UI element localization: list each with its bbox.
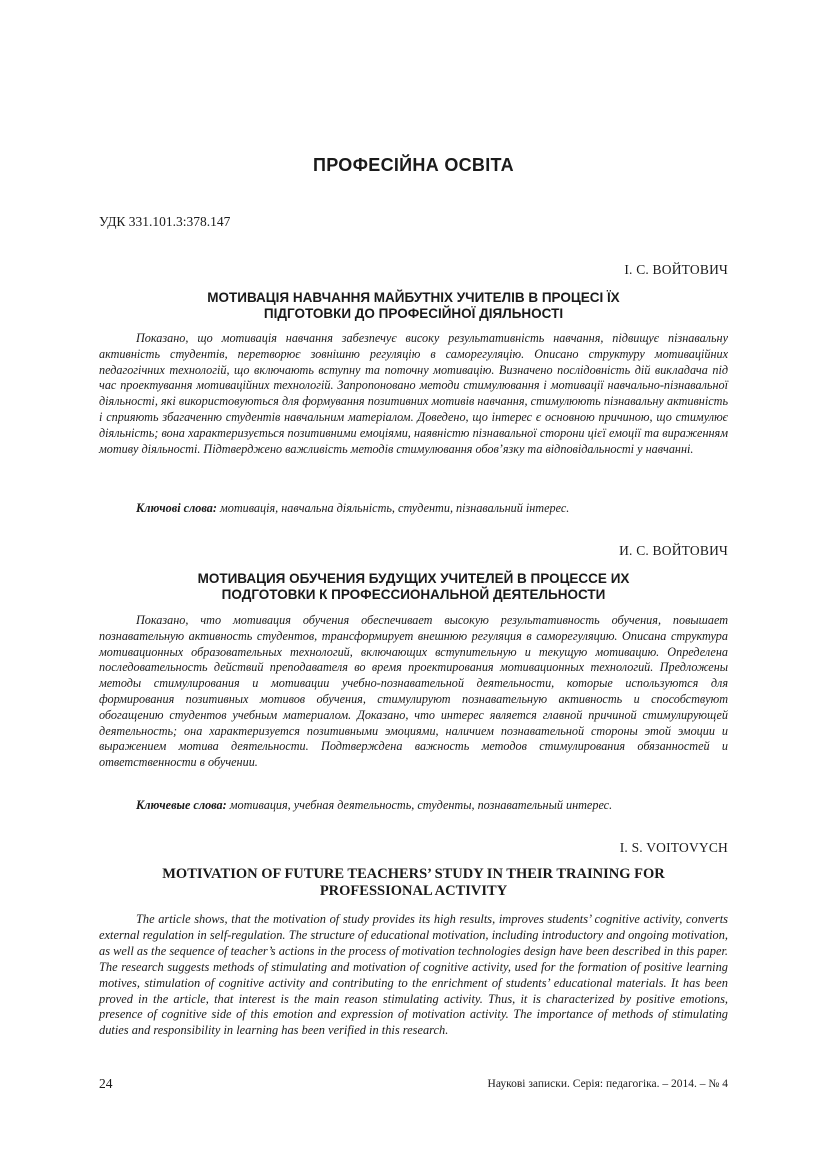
article-title-russian [99,571,728,603]
article-title-line: ПОДГОТОВКИ К ПРОФЕССИОНАЛЬНОЙ ДЕЯТЕЛЬНОСТИ [221,587,606,602]
abstract-ukrainian: Показано, що мотивація навчання забезпечує високу результативність навчання, підвищує пізнавальну активність студентів, перетворює зовнішню регуляцію в саморегуляцію. Описано структуру мотиваційних педагогічних технологій, що включають вступну та поточну мотивацію. Визначено послідовність дій викладача під час проектування мотиваційних технологій. Запропоновано методи стимулювання і мотивації навчально-пізнавальної діяльності, які використовуються для формування позитивних мотивів навчання, стимулюють пізнавальну активність і сприяють збагаченню студентів навчальним матеріалом. Доведено, що інтерес є основною причиною, що стимулює діяльність; вона характеризується позитивними емоціями, наявністю пізнавальної сторони цієї емоції та вираженням мотиву діяльності. Підтверджено важливість методів стимулювання обов’язку та відповідальності у навчанні. [99,331,728,456]
abstract-russian: Показано, что мотивация обучения обеспечивает высокую результативность обучения, повышает познавательную активность студентов, трансформирует внешнюю регуляция в саморегуляцию. Описана структура мотивационных образовательных технологий, включающих вступительную и текущую мотивацию. Определена последовательность действий преподавателя во время проектирования мотивационных технологий. Предложены методы стимулирования и мотивации учебно-познавательной деятельности, которые используются для формирования позитивных мотивов обучения, стимулируют познавательную активность и способствуют обогащению студентов учебным материалом. Доказано, что интерес является главной причиной стимулирующей деятельность; она характеризуется позитивными эмоциями, наличием познавательной стороны этой эмоции и выражением мотива деятельности. Подтверждена важность методов стимулирования обязанностей и ответственности в обучении. [99,613,728,770]
author-english: I. S. VOITOVYCH [619,840,728,855]
keywords-label: Ключевые слова: [136,798,227,812]
page-number: 24 [99,1076,113,1091]
keywords-label: Ключові слова: [136,501,217,515]
author-russian: И. С. ВОЙТОВИЧ [619,543,728,558]
abstract-english: The article shows, that the motivation of study provides its high results, improves students’ cognitive activity, converts external regulation in self-regulation. The structure of educational motivation, including introductory and ongoing motivation, as well as the sequence of teacher’s actions in the process of motivation technologies design have been described in this paper. The research suggests methods of stimulating and motivation of cognitive activity, used for the formation of positive learning motives, stimulation of cognitive activity and contributing to the enrichment of students’ educational materials. It has been proved in the article, that interest is the main reason stimulating activity. Thus, it is characterized by positive emotions, presence of cognitive side of this emotion and expression of motivation activity. The importance of methods of stimulating duties and responsibility in learning has been verified in this research. [99,912,728,1038]
article-title-line: МОТИВАЦИЯ ОБУЧЕНИЯ БУДУЩИХ УЧИТЕЛЕЙ В ПРОЦЕССЕ ИХ [197,571,630,586]
article-title-ukrainian [99,290,728,322]
article-title-english [99,866,728,900]
journal-footer: Наукові записки. Серія: педагогіка. – 2014. – № 4 [487,1078,728,1090]
udk-code: УДК 331.101.3:378.147 [99,214,231,229]
keywords-text: мотивация, учебная деятельность, студенты, познавательный интерес. [226,798,613,812]
article-title-line: МОТИВАЦІЯ НАВЧАННЯ МАЙБУТНІХ УЧИТЕЛІВ В ПРОЦЕСІ ЇХ [207,290,620,305]
article-title-line: MOTIVATION OF FUTURE TEACHERS’ STUDY IN THEIR TRAINING FOR [162,866,665,882]
article-title-line: ПІДГОТОВКИ ДО ПРОФЕСІЙНОЇ ДІЯЛЬНОСТІ [263,306,564,321]
keywords-ukrainian [136,501,569,516]
section-title: ПРОФЕСІЙНА ОСВІТА [313,155,514,175]
article-title-line: PROFESSIONAL ACTIVITY [319,883,508,899]
keywords-russian [136,798,612,813]
journal-page [99,0,728,1169]
keywords-text: мотивація, навчальна діяльність, студенти, пізнавальний інтерес. [216,501,570,515]
author-ukrainian: І. С. ВОЙТОВИЧ [624,262,728,277]
